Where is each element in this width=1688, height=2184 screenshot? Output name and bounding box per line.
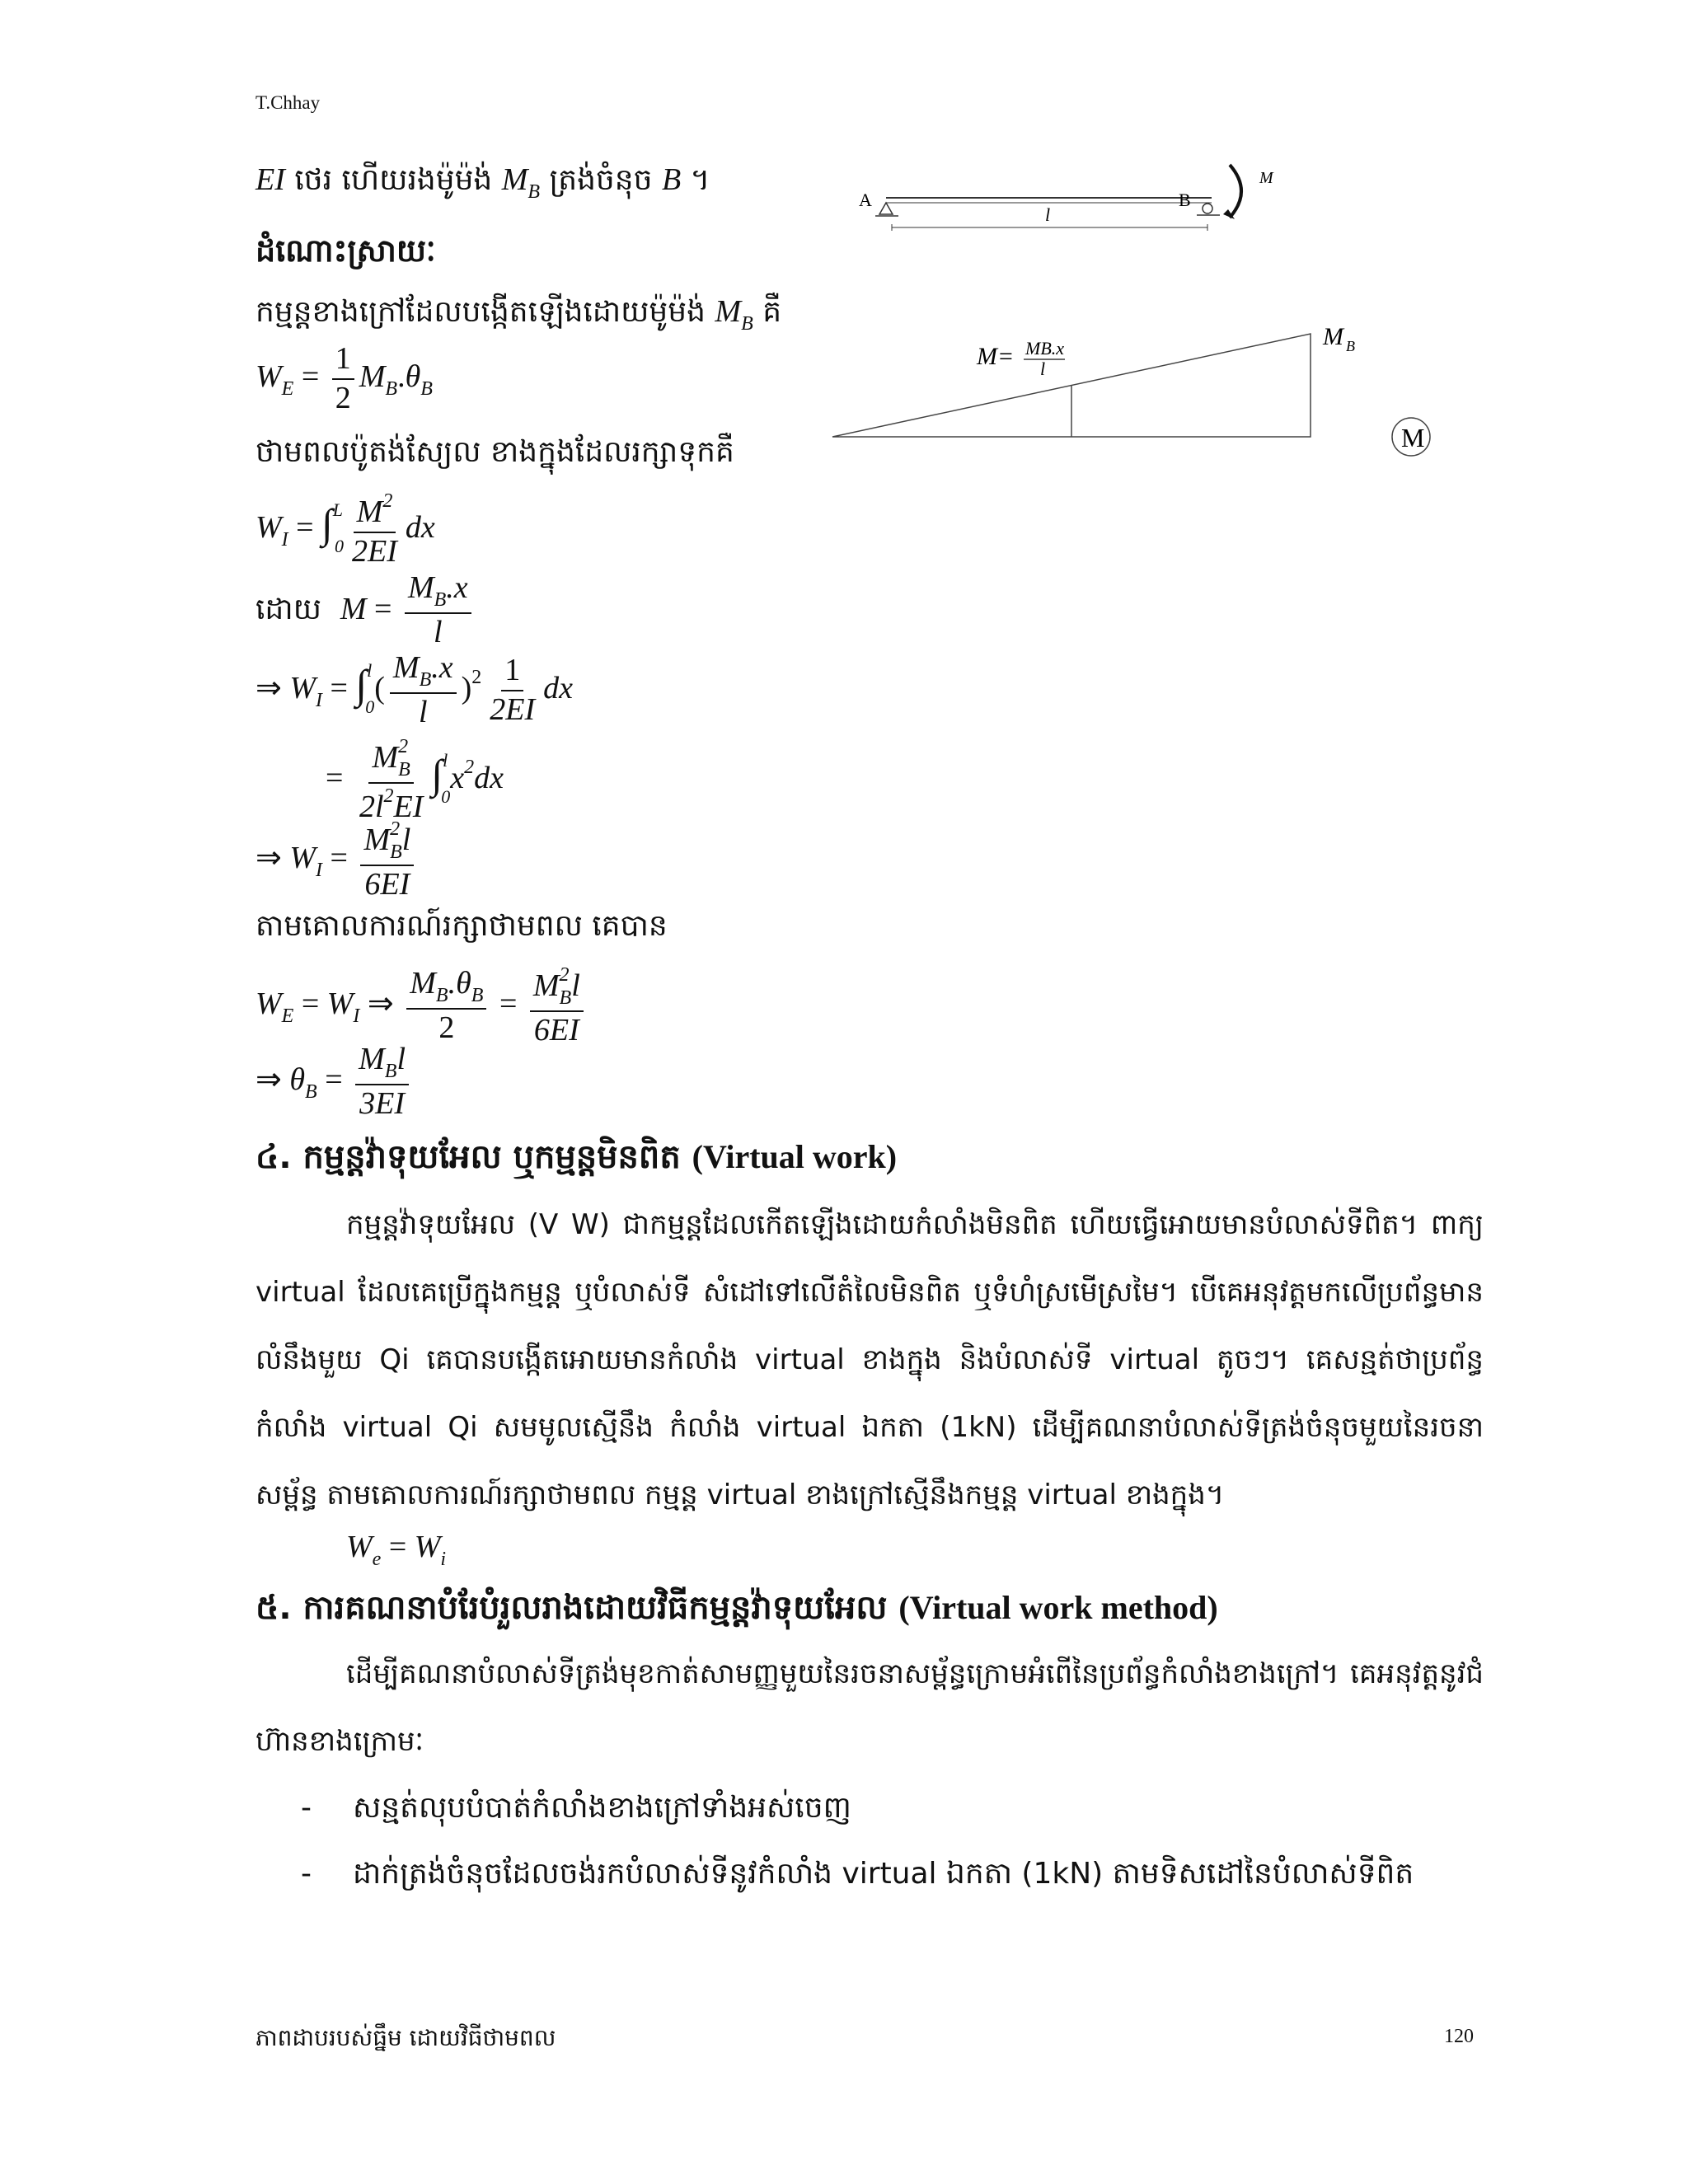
pin-support-icon (879, 203, 893, 214)
page-number: 120 (1444, 2026, 1474, 2047)
label-a: A (859, 190, 872, 210)
section-5-paragraph: ដើម្បីគណនាបំលាស់ទីត្រង់មុខកាត់សាមញ្ញមួយនៃរចនាសម្ព័ន្ធក្រោមអំពើនៃប្រព័ន្ធកំលាំងខាងក្រៅ។ គេអនុវត្តនូវជំហ៊ានខាងក្រោមៈ (256, 1657, 1484, 1758)
external-work-text: កម្មន្តខាងក្រៅដែលបង្កើតឡើងដោយម៉ូម៉ង់ $M_B$ គឺ (256, 294, 782, 335)
bullet-item: - សន្មត់លុបបំបាត់កំលាំងខាងក្រៅទាំងអស់ចេញ (301, 1791, 851, 1825)
equation-conservation: $W_E = W_I$ ⇒ $\frac{M_B.\theta_B}{2}$ = $\frac{M^2_Bl}{6EI}$ (256, 964, 588, 1048)
label-b: B (1179, 190, 1191, 210)
section-4-paragraph: កម្មន្តវ៉ាទុយអែល (V W) ជាកម្មន្តដែលកើតឡើងដោយកំលាំងមិនពិត ហើយធ្វើអោយមានបំលាស់ទីពិត។ ពាក្យ virtual ដែលគេប្រើក្នុងកម្មន្ត ឬបំលាស់ទី សំដៅទៅលើតំលៃមិនពិត ឬទំហំស្រមើស្រមៃ។ បើគេអនុវត្តមកលើប្រព័ន្ធមានលំនឹងមួយ Qi គេបានបង្កើតអោយមានកំលាំង virtual ខាងក្នុង និងបំលាស់ទី virtual តូចៗ។ គេសន្មត់ថាប្រព័ន្ធកំលាំង virtual Qi សមមូលស្មើនឹង កំលាំង virtual ឯកតា (1kN) ដើម្បីគណនាបំលាស់ទីត្រង់ចំនុចមួយនៃរចនាសម្ព័ន្ធ តាមគោលការណ៍រក្សាថាមពល កម្មន្ត virtual ខាងក្រៅស្មើនឹងកម្មន្ត virtual ខាងក្នុង។ (256, 1208, 1484, 1511)
beam-diagram (824, 148, 1484, 478)
label-mb: M (1323, 323, 1343, 350)
equation-wi-result: ⇒ $W_I$ = $\frac{M^2_Bl}{6EI}$ (256, 818, 419, 902)
intro-line: EI ថេរ ហើយរងម៉ូម៉ង់ $M_B$ ត្រង់ចំនុច B ។ (256, 162, 710, 203)
equation-wi-simplified: = $\frac{M^2_B}{2l^2EI}$ $\int^l_0x^2dx$ (326, 736, 504, 825)
footer-title: ភាពដាបរបស់ធ្នឹម ដោយវិធីថាមពល (256, 2024, 556, 2051)
equation-we: $W_E$ = $\frac{1}{2}$ $M_B.\theta_B$ (256, 341, 433, 415)
equation-theta-result: ⇒ $\theta_B$ = $\frac{M_Bl}{3EI}$ (256, 1043, 414, 1122)
internal-energy-text: ថាមពលប៉ូតង់ស្យែល ខាងក្នុងដែលរក្សាទុកគឺ (256, 435, 734, 469)
label-mb-sub: B (1346, 338, 1355, 354)
moment-arc-icon (1230, 165, 1241, 218)
equation-m-def: ដោយ M = $\frac{M_B.x}{l}$ (256, 571, 476, 650)
section-5-heading: ៥. ការគណនាបំរែបំរួលរាងដោយវិធីកម្មន្តវ៉ាទុយអែល (Virtual work method) (256, 1589, 1218, 1627)
m-formula-num: MB.x (1025, 338, 1065, 359)
roller-support-icon (1203, 204, 1212, 213)
label-m: M (1259, 169, 1273, 187)
circle-label: M (1401, 423, 1425, 452)
bullet-item: - ដាក់ត្រង់ចំនុចដែលចង់រកបំលាស់ទីនូវកំលាំង virtual ឯកតា (1kN) តាមទិសដៅនៃបំលាស់ទីពិត (301, 1857, 1414, 1891)
equation-we-wi: $W_e = W_i$ (346, 1530, 447, 1570)
equation-wi-integral: $W_I = \int^L_0$ $\frac{M^2}{2EI}$ dx (256, 490, 435, 569)
conservation-text: តាមគោលការណ៍រក្សាថាមពល គេបាន (256, 909, 668, 943)
m-formula-den: l (1040, 359, 1046, 379)
solution-label: ដំណោះស្រាយៈ (256, 232, 436, 269)
section-4-heading: ៤. កម្មន្តវ៉ាទុយអែល ឬកម្មន្តមិនពិត (Virtual work) (256, 1138, 898, 1176)
equation-wi-sub: ⇒ $W_I = \int^l_0$( $\frac{M_B.x}{l}$ )$^2$ $\frac{1}{2EI}$ dx (256, 650, 574, 730)
header-author: T.Chhay (256, 92, 321, 113)
m-formula-left: M= (977, 343, 1015, 370)
label-l: l (1045, 204, 1051, 225)
